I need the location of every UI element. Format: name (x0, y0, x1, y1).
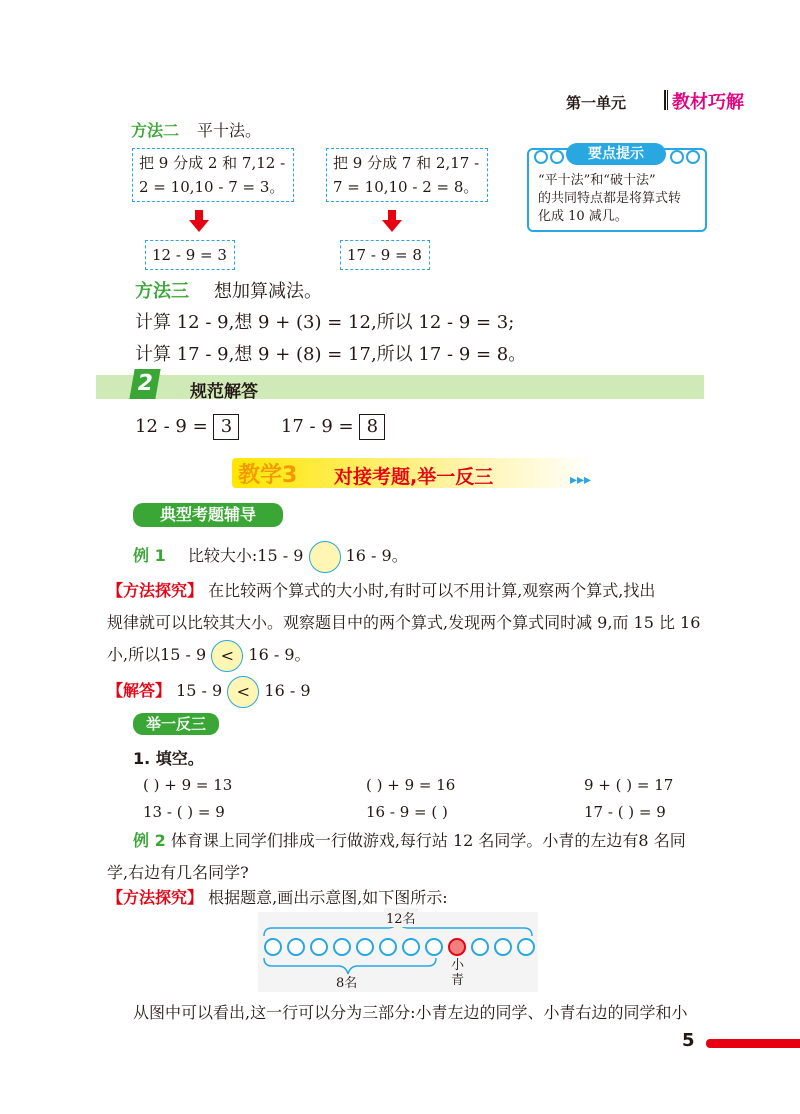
answer-left-expr: 12 - 9 = (135, 416, 208, 437)
section-number-badge: 2 (129, 369, 160, 399)
down-arrow-icon (382, 210, 402, 232)
method2-result-2: 17 - 9 = 8 (340, 240, 430, 270)
example2-last-line: 从图中可以看出,这一行可以分为三部分:小青左边的同学、小青右边的同学和小 (133, 1003, 688, 1022)
answer-right-box: 8 (359, 414, 385, 440)
answer-label: 【解答】 (107, 681, 172, 700)
example1-label: 例 1 (133, 546, 166, 565)
ring-icon (670, 150, 684, 164)
box-line: 把 9 分成 7 和 2,17 - (333, 154, 480, 172)
example2-line: 学,右边有几名同学? (107, 863, 249, 882)
section-title: 教材巧解 (672, 92, 744, 113)
box-line: 7 = 10,10 - 2 = 8。 (333, 178, 479, 196)
compare-circle[interactable] (309, 541, 341, 573)
answer-expr-a: 15 - 9 (176, 681, 223, 700)
method2-result-1: 12 - 9 = 3 (145, 240, 235, 270)
q1-cell[interactable]: ( ) + 9 = 13 (143, 776, 233, 794)
q1-cell[interactable]: 9 + ( ) = 17 (584, 776, 674, 794)
header-divider (664, 90, 668, 110)
method2-label: 方法二 (131, 121, 180, 140)
method-line: 规律就可以比较其大小。观察题目中的两个算式,发现两个算式同时减 9,而 15 比 16 (107, 613, 701, 632)
answer-expr-b: 16 - 9 (264, 681, 311, 700)
q1-cell[interactable]: 13 - ( ) = 9 (143, 803, 225, 821)
example1-expr-a: 比较大小:15 - 9 (187, 546, 304, 565)
ring-icon (550, 150, 564, 164)
method3-line-2: 计算 17 - 9,想 9 + (8) = 17,所以 17 - 9 = 8。 (135, 344, 527, 365)
tip-text (538, 172, 698, 226)
example2-question (107, 825, 707, 889)
banner-arrows-icon: ▸▸▸ (570, 472, 592, 488)
ring-icon (686, 150, 700, 164)
method2-box-1 (132, 148, 294, 202)
name-char: 小 (451, 958, 465, 973)
example1-expr-b: 16 - 9。 (345, 546, 408, 565)
method-line: 16 - 9。 (248, 645, 311, 664)
method-line: 在比较两个算式的大小时,有时可以不用计算,观察两个算式,找出 (208, 581, 656, 600)
q1-title: 1. 填空。 (133, 749, 204, 768)
method2-box-2 (326, 148, 488, 202)
q1-cell[interactable]: 16 - 9 = ( ) (366, 803, 448, 821)
answer-right-expr: 17 - 9 = (280, 416, 354, 437)
typical-tag: 典型考题辅导 (133, 503, 283, 527)
down-arrow-icon (189, 210, 209, 232)
diagram-name-label (451, 958, 464, 988)
example2-line: 体育课上同学们排成一行做游戏,每行站 12 名同学。小青的左边有8 名同 (170, 831, 686, 850)
unit-label: 第一单元 (566, 94, 627, 112)
example1-answer (107, 675, 311, 708)
banner-title: 对接考题,举一反三 (334, 466, 494, 488)
tip-line: 化成 10 减几。 (538, 209, 628, 224)
example1-method (107, 575, 707, 672)
compare-symbol: < (227, 676, 259, 708)
diagram-total-label: 12名 (384, 908, 418, 927)
method-explore-label: 【方法探究】 (107, 581, 204, 600)
q1-cell[interactable]: ( ) + 9 = 16 (366, 776, 456, 794)
tip-title: 要点提示 (566, 143, 666, 165)
page-number: 5 (682, 1030, 695, 1051)
section-band (96, 375, 704, 399)
tip-line: 的共同特点都是将算式转 (538, 191, 682, 206)
practice-tag: 举一反三 (133, 713, 219, 735)
q1-cell[interactable]: 17 - ( ) = 9 (584, 803, 666, 821)
answer-row (135, 414, 385, 440)
banner-badge: 教学3 (238, 463, 298, 488)
ring-icon (534, 150, 548, 164)
compare-symbol: < (211, 640, 243, 672)
page-number-bar (706, 1039, 800, 1048)
example1-question (133, 540, 408, 573)
example2-label: 例 2 (133, 831, 166, 850)
section-title-standard: 规范解答 (190, 382, 258, 402)
method-line: 小,所以15 - 9 (107, 645, 207, 664)
method3-desc: 想加算减法。 (214, 281, 322, 302)
diagram-left-label: 8名 (336, 976, 358, 991)
tip-line: “平十法”和“破十法” (538, 173, 656, 188)
method-line: 根据题意,画出示意图,如下图所示: (208, 888, 448, 907)
method-explore-label: 【方法探究】 (107, 888, 204, 907)
method2-desc: 平十法。 (197, 121, 262, 140)
answer-left-box: 3 (213, 414, 239, 440)
method3-line-1: 计算 12 - 9,想 9 + (3) = 12,所以 12 - 9 = 3; (135, 312, 515, 333)
box-line: 把 9 分成 2 和 7,12 - (139, 154, 286, 172)
name-char: 青 (451, 973, 465, 988)
box-line: 2 = 10,10 - 7 = 3。 (139, 178, 285, 196)
method3-label: 方法三 (135, 281, 189, 302)
